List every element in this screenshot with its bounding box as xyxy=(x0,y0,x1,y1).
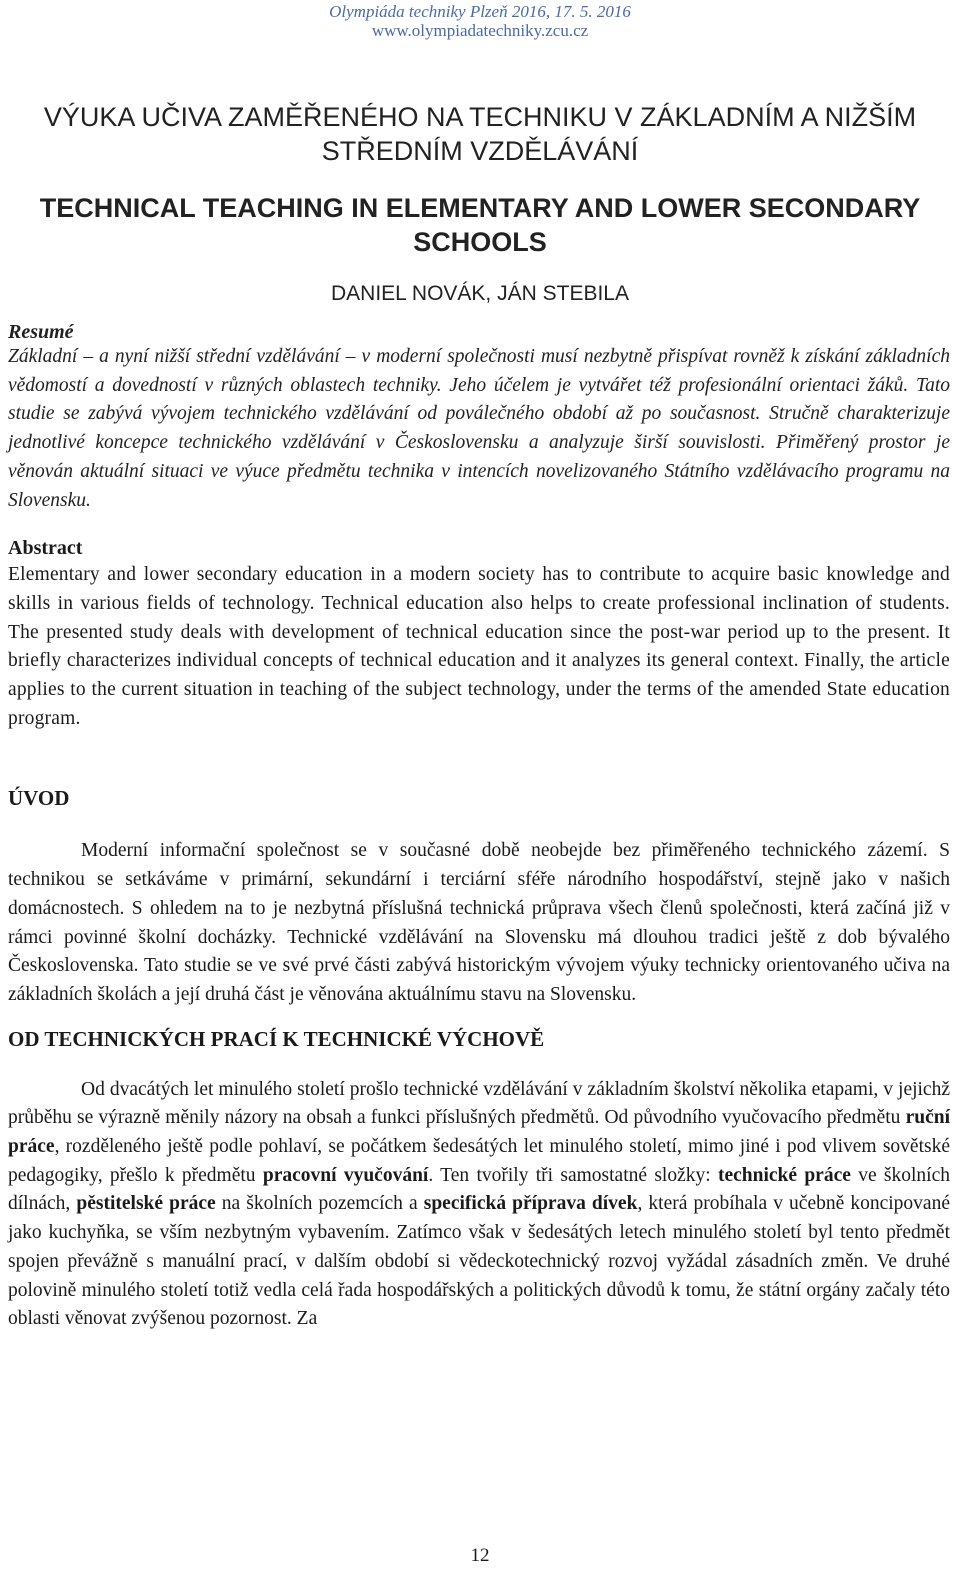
bold-term-technical-works: technické práce xyxy=(717,1164,851,1186)
bold-term-growing-works: pěstitelské práce xyxy=(76,1193,216,1215)
text-run: . Ten tvořily tři samostatné složky: xyxy=(428,1164,718,1186)
section-heading-uvod: ÚVOD xyxy=(8,786,70,811)
page-number: 12 xyxy=(470,1545,490,1566)
bold-term-girls-preparation: specifická příprava dívek xyxy=(423,1193,638,1215)
uvod-paragraph: Moderní informační společnost se v současné době neobejde bez přiměřeného technického zázemí. S technikou se setkáváme v primární, sekundární i terciární sféře národního hospodářství, stejně jako v našich domácnostech. S ohledem na to je nezbytná příslušná technická průprava všech členů společnosti, která začíná již v rámci povinné školní docházky. Technické vzdělávání na Slovensku má dlouhou tradici ještě z dob bývalého Československa. Tato studie se ve své prvé části zabývá historickým vývojem výuky technicky orientovaného učiva na základních školách a její druhá část je věnována aktuálnímu stavu na Slovensku. xyxy=(8,840,950,1005)
authors: DANIEL NOVÁK, JÁN STEBILA xyxy=(331,282,629,305)
technical-works-paragraph xyxy=(8,1076,950,1334)
text-run: , rozděleného ještě podle pohlaví, se počátkem šedesátých let minulého století, mimo jiné i pod vlivem sovětské pedagogiky, přešlo k předmětu xyxy=(8,1136,950,1186)
text-run: na školních pozemcích a xyxy=(215,1193,424,1215)
bold-term-work-teaching: pracovní vyučování xyxy=(262,1164,429,1186)
text-run: , která probíhala v učebně koncipované jako kuchyňka, se vším nezbytným vybavením. Zatímco však v šedesátých letech minulého století byl tento předmět spojen převážně s manuální prací, v dalším období si vědeckotechnický rozvoj vyžádal zásadních změn. Ve druhé polovině minulého století totiž vedla celá řada hospodářských a politických důvodů k tomu, že státní orgány začaly této oblasti věnovat zvýšenou pozornost. Za xyxy=(8,1193,950,1330)
conference-url[interactable]: www.olympiadatechniky.zcu.cz xyxy=(371,21,589,40)
text-run: Od dvacátých let minulého století prošlo technické vzdělávání v základním školství několika etapami, v jejichž průběhu se výrazně měnily názory na obsah a funkci příslušných předmětů. Od původního vyučovacího předmětu xyxy=(8,1078,950,1129)
section-heading-technical-works: OD TECHNICKÝCH PRACÍ K TECHNICKÉ VÝCHOVĚ xyxy=(8,1026,545,1051)
title-czech: VÝUKA UČIVA ZAMĚŘENÉHO NA TECHNIKU V ZÁKLADNÍM A NIŽŠÍM STŘEDNÍM VZDĚLÁVÁNÍ xyxy=(43,102,917,166)
abstract-heading: Abstract xyxy=(8,537,83,560)
bold-term-manual-work: ruční práce xyxy=(8,1107,950,1158)
paper-body xyxy=(0,321,960,1334)
resume-heading: Resumé xyxy=(8,321,74,343)
conference-name: Olympiáda techniky Plzeň 2016, 17. 5. 2016 xyxy=(329,2,631,21)
text-run: ve školních dílnách, xyxy=(8,1164,950,1215)
running-header xyxy=(0,0,960,40)
abstract-text: Elementary and lower secondary education in a modern society has to contribute to acquire basic knowledge and skills in various fields of technology. Technical education also helps to create professional inclination of students. The presented study deals with development of technical education since the post-war period up to the present. It briefly characterizes individual concepts of technical education and it analyzes its general context. Finally, the article applies to the current situation in teaching of the subject technology, under the terms of the amended State education program. xyxy=(8,564,950,729)
resume-text: Základní – a nyní nižší střední vzdělávání – v moderní společnosti musí nezbytně přispívat rovněž k získání základních vědomostí a dovedností v různých oblastech techniky. Jeho účelem je vytvářet též profesionální orientaci žáků. Tato studie se zabývá vývojem technického vzdělávání od poválečného období až po současnost. Stručně charakterizuje jednotlivé koncepce technického vzdělávání v Československu a analyzuje širší souvislosti. Přiměřený prostor je věnován aktuální situaci ve výuce předmětu technika v intencích novelizovaného Státního vzdělávacího programu na Slovensku. xyxy=(8,346,950,511)
title-english: TECHNICAL TEACHING IN ELEMENTARY AND LOWER SECONDARY SCHOOLS xyxy=(39,193,921,257)
